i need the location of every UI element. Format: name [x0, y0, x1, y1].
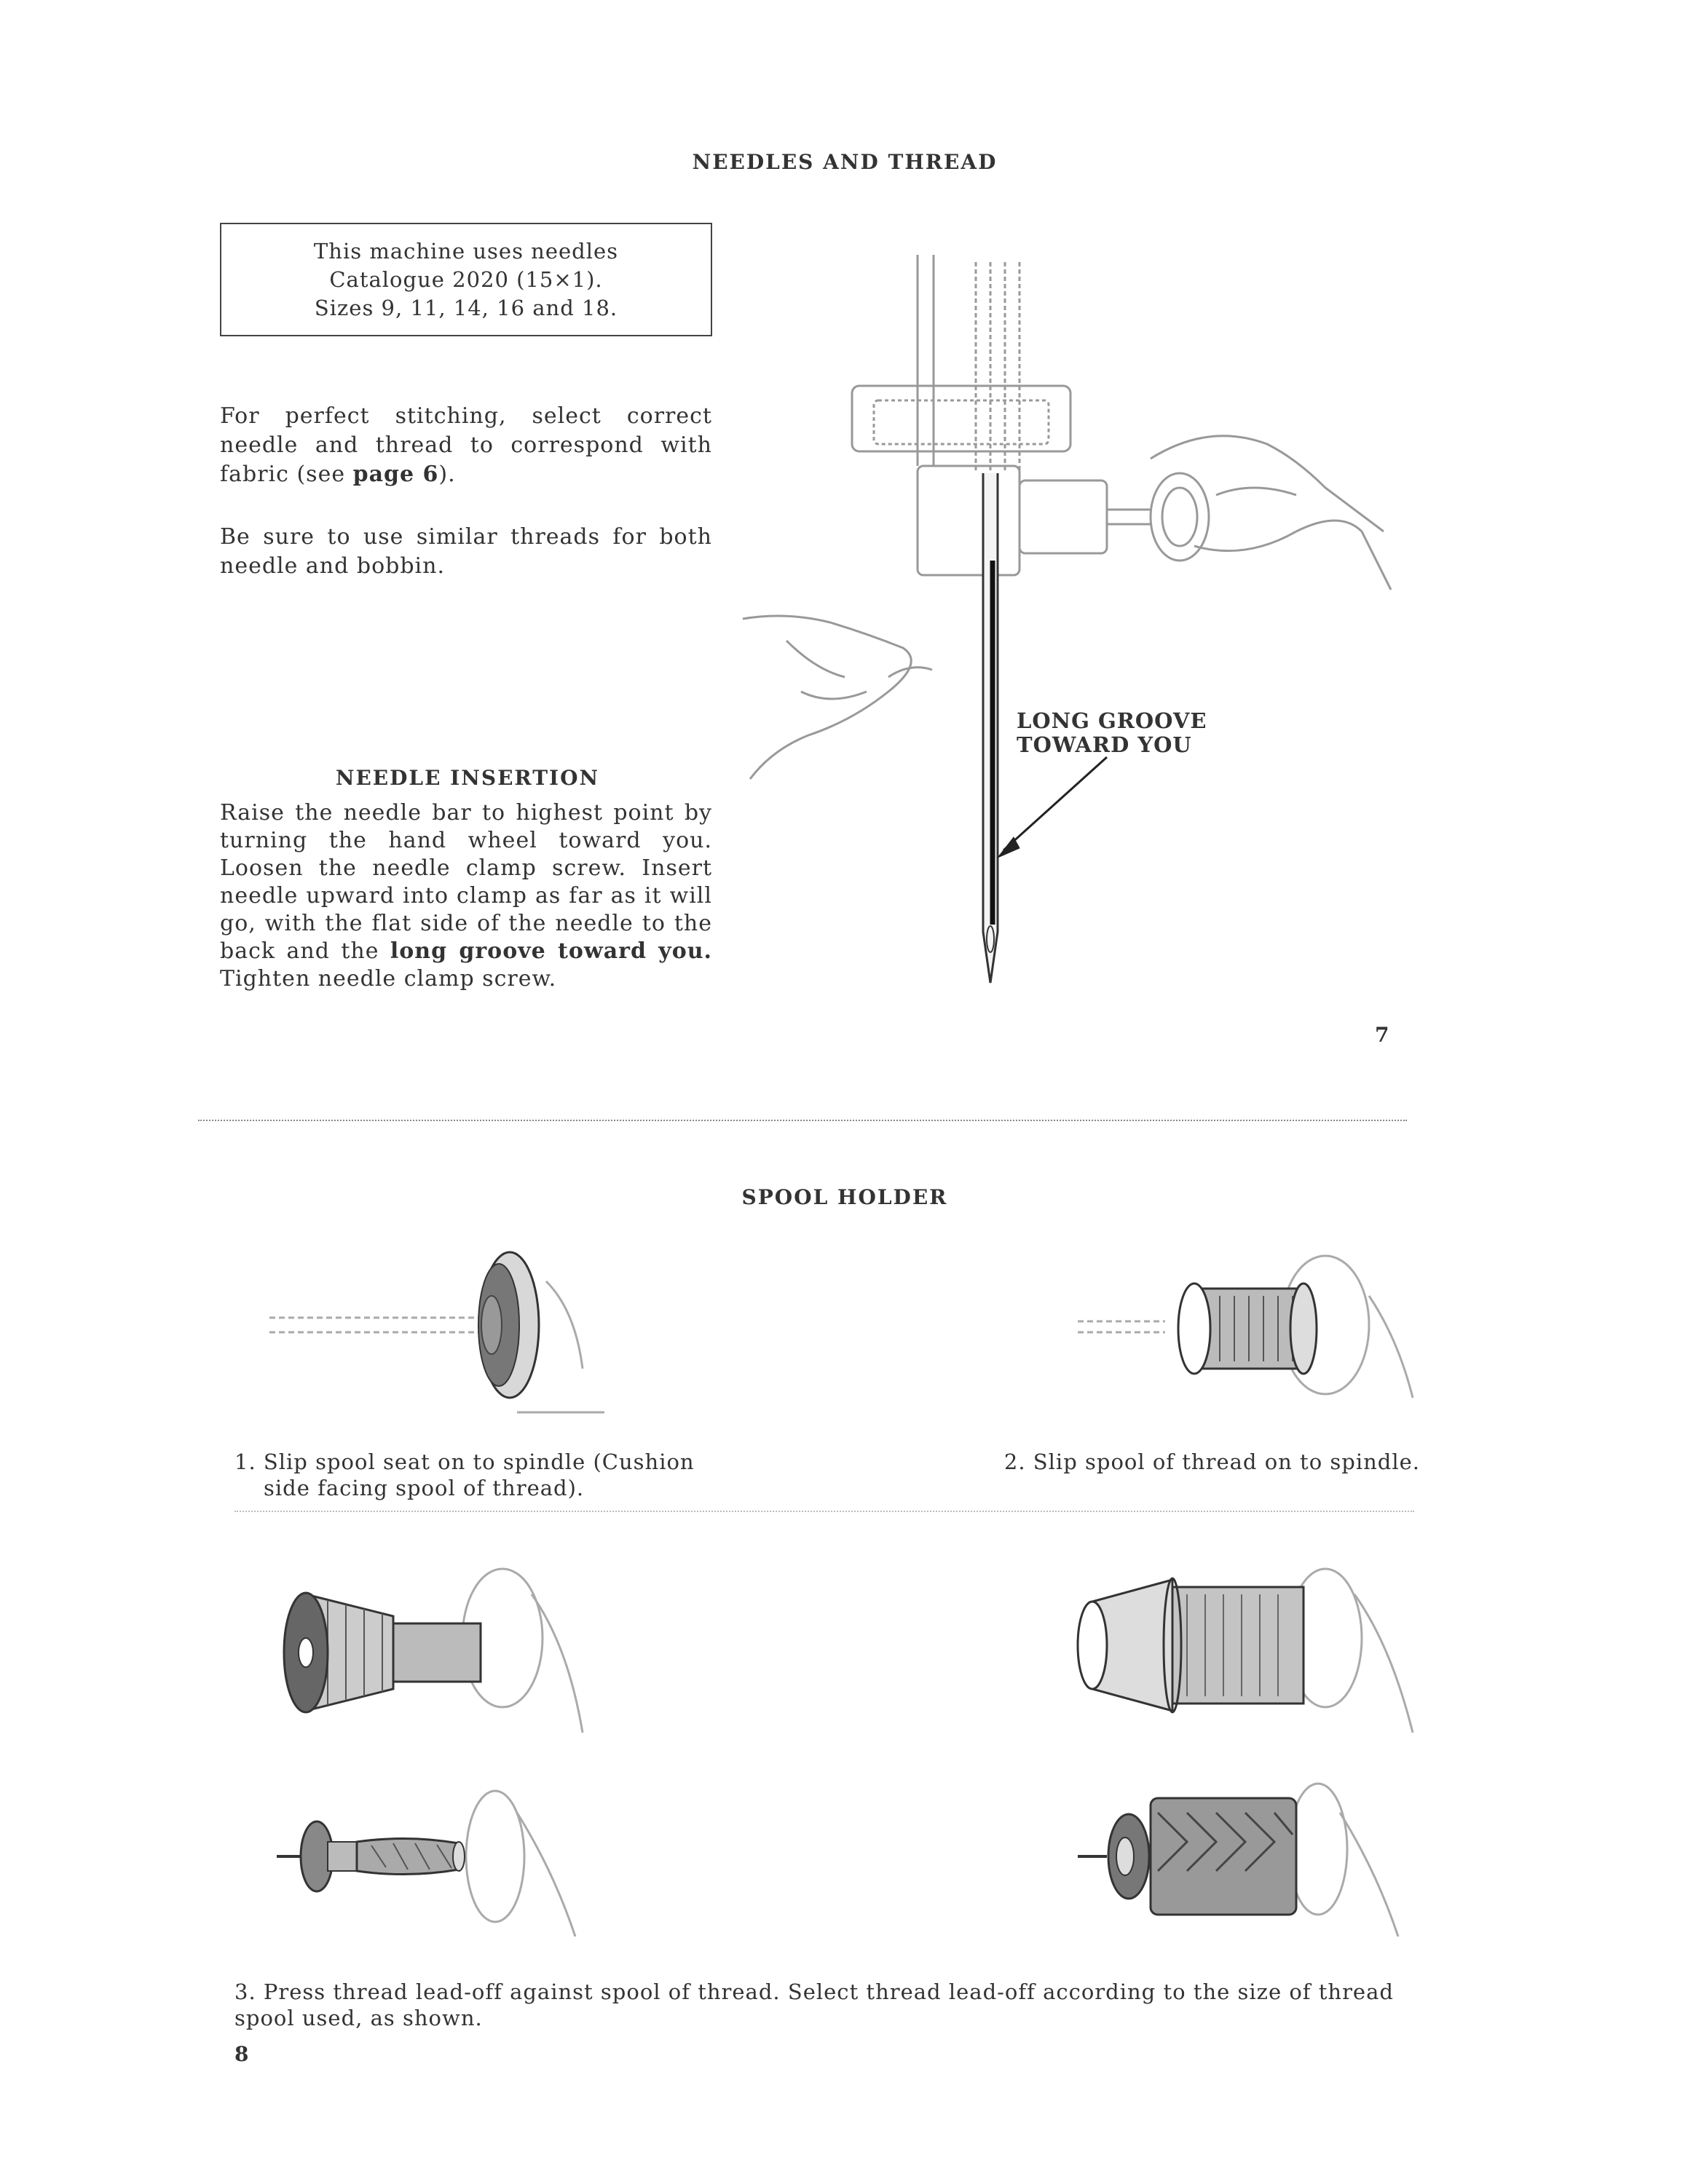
page-title-spool-holder: SPOOL HOLDER [741, 1185, 948, 1209]
callout-line-1: LONG GROOVE [1017, 708, 1207, 733]
long-groove-callout [1017, 709, 1220, 757]
step-1-line-2: side facing spool of thread). [264, 1476, 585, 1500]
page-divider [198, 1120, 1407, 1121]
stitching-text: For perfect stitching, select correct needle and thread to correspond with fabric (see [220, 403, 712, 487]
step-1-line-1: 1. Slip spool seat on to spindle (Cushion [234, 1449, 695, 1474]
needle-spec-box [220, 223, 712, 336]
needle-insertion-illustration [743, 255, 1398, 1005]
long-groove-emphasis: long groove toward you. [390, 938, 712, 964]
page-title-needles-and-thread: NEEDLES AND THREAD [692, 150, 998, 174]
small-lead-off-cross-wound-spool-illustration [1078, 1769, 1427, 1944]
insertion-text: Raise the needle bar to highest point by turning the hand wheel toward you. Loosen the needle clamp screw. Insert needle upward into clamp as far as it will go, with the flat side of the needle to the back and the [220, 800, 712, 964]
similar-threads-paragraph: Be sure to use similar threads for both needle and bobbin. [220, 524, 712, 579]
page-reference: page 6 [352, 462, 439, 487]
step-2-caption: 2. Slip spool of thread on to spindle. [1003, 1449, 1420, 1474]
spec-line-2: Catalogue 2020 (15×1). [329, 267, 603, 292]
large-lead-off-large-spool-illustration [1078, 1543, 1427, 1747]
callout-line-2: TOWARD YOU [1017, 732, 1192, 757]
needle-insertion-heading: NEEDLE INSERTION [335, 766, 600, 790]
page-number-8: 8 [234, 2042, 249, 2066]
step-3-line-2: spool used, as shown. [234, 2006, 483, 2030]
stitching-text-end: ). [438, 462, 456, 487]
insertion-text-end: Tighten needle clamp screw. [220, 966, 557, 992]
needle-insertion-paragraph [220, 799, 712, 993]
section-divider [234, 1511, 1414, 1512]
spool-on-spindle-illustration [1078, 1252, 1427, 1427]
spec-line-3: Sizes 9, 11, 14, 16 and 18. [314, 296, 618, 320]
step-3-caption [234, 1979, 1407, 2031]
small-lead-off-narrow-spool-illustration [277, 1769, 641, 1944]
spec-line-1: This machine uses needles [313, 239, 619, 264]
page-number-7: 7 [1375, 1023, 1389, 1047]
stitching-paragraph [220, 402, 712, 489]
large-lead-off-small-spool-illustration [277, 1543, 641, 1747]
spool-seat-illustration [269, 1252, 619, 1427]
step-3-line-1: 3. Press thread lead-off against spool of thread. Select thread lead-off according to the size of thread [234, 1979, 1394, 2004]
step-1-caption [234, 1449, 744, 1501]
